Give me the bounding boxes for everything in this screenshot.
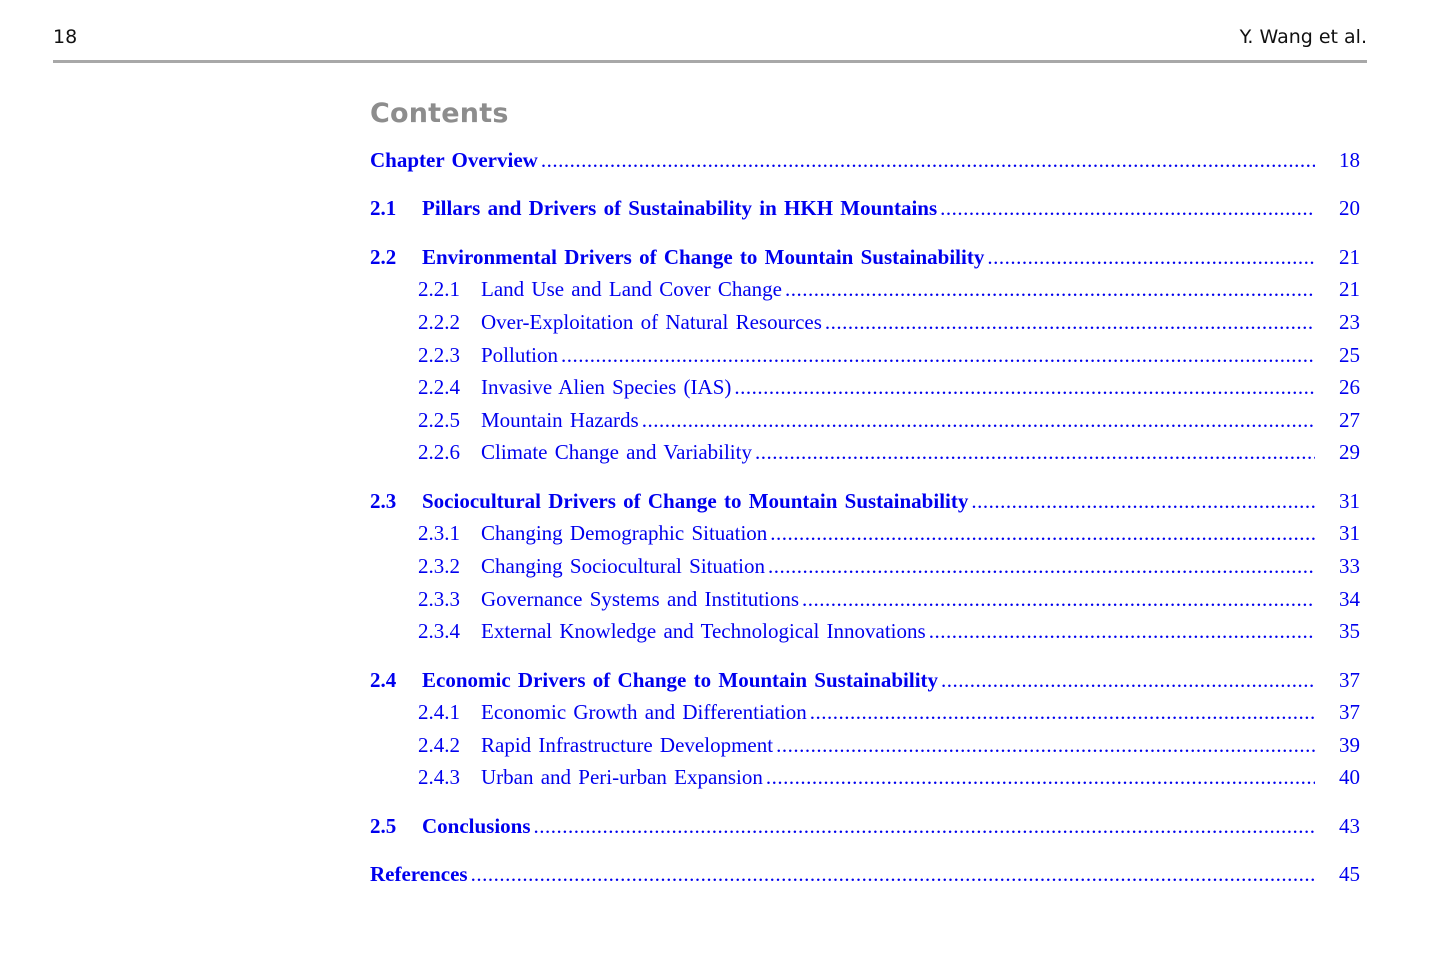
- toc-entry-title: External Knowledge and Technological Innovations: [481, 619, 926, 643]
- dot-leader: [825, 310, 1315, 335]
- toc-entry-page: 31: [1339, 521, 1360, 545]
- toc-entry-number: 2.2.5: [418, 408, 460, 432]
- toc-entry-page: 43: [1339, 814, 1360, 838]
- dot-leader: [776, 733, 1315, 758]
- toc-entry-title: Climate Change and Variability: [481, 440, 752, 464]
- toc-entry-number: 2.3.2: [418, 554, 460, 578]
- toc-entry-title: Land Use and Land Cover Change: [481, 277, 782, 301]
- toc-entry-title: Urban and Peri-urban Expansion: [481, 765, 763, 789]
- toc-entry-2-3-2[interactable]: [370, 554, 1360, 584]
- toc-entry-page: 39: [1339, 733, 1360, 757]
- dot-leader: [734, 375, 1315, 400]
- toc-entry-2-3-3[interactable]: [370, 587, 1360, 617]
- dot-leader: [929, 619, 1315, 644]
- dot-leader: [941, 668, 1315, 693]
- toc-entry-title: Changing Sociocultural Situation: [481, 554, 765, 578]
- toc-entry-title: Changing Demographic Situation: [481, 521, 768, 545]
- toc-entry-references[interactable]: [370, 862, 1360, 892]
- toc-entry-number: 2.4.1: [418, 700, 460, 724]
- dot-leader: [755, 440, 1315, 465]
- toc-entry-page: 31: [1339, 489, 1360, 513]
- toc-entry-2-4-1[interactable]: [370, 700, 1360, 730]
- toc-entry-2-2-6[interactable]: [370, 440, 1360, 470]
- toc-entry-page: 35: [1339, 619, 1360, 643]
- toc-entry-number: 2.3.4: [418, 619, 460, 643]
- toc-entry-2-3-4[interactable]: [370, 619, 1360, 649]
- toc-entry-chapter-overview[interactable]: [370, 148, 1360, 178]
- toc-entry-number: 2.4.3: [418, 765, 460, 789]
- toc-entry-number: 2.2.2: [418, 310, 460, 334]
- toc-entry-number: 2.5: [370, 814, 397, 838]
- table-of-contents: [370, 0, 1360, 974]
- toc-entry-2-4-2[interactable]: [370, 733, 1360, 763]
- page-number: 18: [53, 26, 78, 48]
- toc-entry-2-2[interactable]: [370, 245, 1360, 275]
- toc-entry-2-5[interactable]: [370, 814, 1360, 844]
- toc-entry-title: Invasive Alien Species (IAS): [481, 375, 732, 399]
- toc-entry-title: Governance Systems and Institutions: [481, 587, 800, 611]
- toc-entry-title: Pillars and Drivers of Sustainability in HKH Mountains: [422, 196, 938, 220]
- dot-leader: [541, 148, 1315, 173]
- toc-entry-title: Pollution: [481, 343, 559, 367]
- toc-entry-number: 2.1: [370, 196, 397, 220]
- toc-entry-number: 2.4: [370, 668, 397, 692]
- toc-entry-page: 27: [1339, 408, 1360, 432]
- dot-leader: [971, 489, 1315, 514]
- toc-entry-title: Mountain Hazards: [481, 408, 639, 432]
- toc-entry-title: References: [370, 862, 468, 886]
- toc-entry-number: 2.4.2: [418, 733, 460, 757]
- dot-leader: [770, 521, 1315, 546]
- toc-entry-number: 2.2.3: [418, 343, 460, 367]
- toc-entry-page: 45: [1339, 862, 1360, 886]
- toc-entry-page: 40: [1339, 765, 1360, 789]
- toc-entry-page: 21: [1339, 245, 1360, 269]
- toc-entry-page: 34: [1339, 587, 1360, 611]
- toc-entry-number: 2.3.3: [418, 587, 460, 611]
- dot-leader: [642, 408, 1315, 433]
- toc-entry-page: 18: [1339, 148, 1360, 172]
- toc-entry-title: Rapid Infrastructure Development: [481, 733, 774, 757]
- dot-leader: [940, 196, 1315, 221]
- toc-entry-title: Environmental Drivers of Change to Mountain Sustainability: [422, 245, 985, 269]
- contents-title: Contents: [370, 98, 509, 129]
- dot-leader: [785, 277, 1315, 302]
- toc-entry-2-2-5[interactable]: [370, 408, 1360, 438]
- running-head: Y. Wang et al.: [1239, 26, 1367, 48]
- toc-entry-page: 20: [1339, 196, 1360, 220]
- toc-entry-number: 2.3: [370, 489, 397, 513]
- toc-entry-number: 2.2.4: [418, 375, 460, 399]
- toc-entry-number: 2.2.1: [418, 277, 460, 301]
- toc-entry-page: 33: [1339, 554, 1360, 578]
- toc-entry-page: 37: [1339, 700, 1360, 724]
- toc-entry-title: Conclusions: [422, 814, 531, 838]
- dot-leader: [534, 814, 1315, 839]
- toc-entry-number: 2.3.1: [418, 521, 460, 545]
- dot-leader: [766, 765, 1315, 790]
- toc-entry-2-4-3[interactable]: [370, 765, 1360, 795]
- toc-entry-2-3[interactable]: [370, 489, 1360, 519]
- toc-entry-page: 23: [1339, 310, 1360, 334]
- toc-entry-title: Sociocultural Drivers of Change to Mountain Sustainability: [422, 489, 969, 513]
- toc-entry-title: Economic Drivers of Change to Mountain Sustainability: [422, 668, 939, 692]
- toc-entry-page: 26: [1339, 375, 1360, 399]
- toc-entry-2-3-1[interactable]: [370, 521, 1360, 551]
- toc-entry-number: 2.2: [370, 245, 397, 269]
- toc-entry-page: 29: [1339, 440, 1360, 464]
- dot-leader: [802, 587, 1315, 612]
- toc-entry-title: Over-Exploitation of Natural Resources: [481, 310, 822, 334]
- dot-leader: [987, 245, 1315, 270]
- toc-entry-page: 21: [1339, 277, 1360, 301]
- toc-entry-2-2-4[interactable]: [370, 375, 1360, 405]
- toc-entry-2-1[interactable]: [370, 196, 1360, 226]
- toc-entry-2-2-1[interactable]: [370, 277, 1360, 307]
- toc-entry-page: 25: [1339, 343, 1360, 367]
- toc-entry-2-2-3[interactable]: [370, 343, 1360, 373]
- toc-entry-title: Economic Growth and Differentiation: [481, 700, 807, 724]
- toc-entry-title: Chapter Overview: [370, 148, 538, 172]
- dot-leader: [561, 343, 1315, 368]
- toc-entry-page: 37: [1339, 668, 1360, 692]
- dot-leader: [810, 700, 1315, 725]
- dot-leader: [471, 862, 1315, 887]
- toc-entry-2-2-2[interactable]: [370, 310, 1360, 340]
- dot-leader: [768, 554, 1315, 579]
- toc-entry-number: 2.2.6: [418, 440, 460, 464]
- toc-entry-2-4[interactable]: [370, 668, 1360, 698]
